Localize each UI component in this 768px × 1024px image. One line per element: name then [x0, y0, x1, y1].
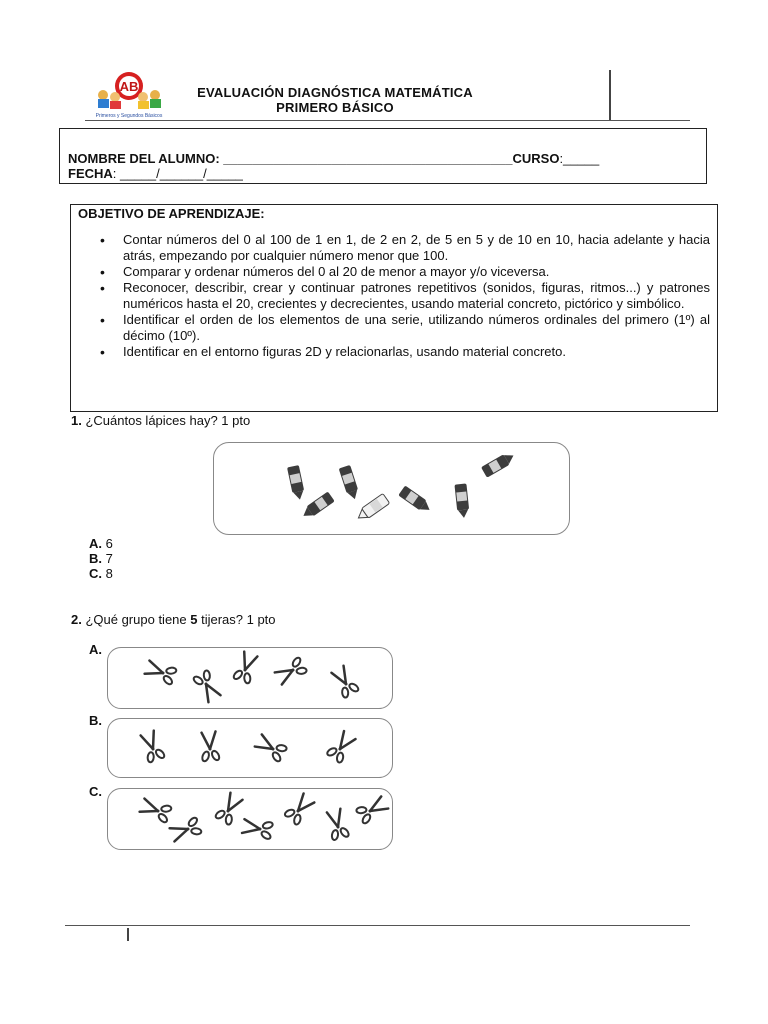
pencils-box	[213, 442, 570, 535]
logo-text: AB	[119, 79, 139, 94]
option-letter: B.	[89, 551, 102, 566]
crayon-icon	[398, 485, 433, 514]
objective-item: • Identificar en el entorno figuras 2D y relacionarlas, usando material concreto.	[96, 344, 710, 360]
crayon-icon	[481, 450, 516, 477]
scissors-icon	[324, 808, 351, 842]
scissors-icon	[325, 729, 358, 765]
question-1-text: ¿Cuántos lápices hay? 1 pto	[81, 413, 251, 428]
curso-label: CURSO	[512, 151, 560, 166]
question-1	[71, 413, 250, 428]
objective-item: • Identificar el orden de los elementos de una serie, utilizando números ordinales del primero (1º) al décimo (10º).	[96, 312, 710, 344]
question-2	[71, 612, 276, 627]
crayon-icon	[287, 465, 306, 501]
q2-option-b-label[interactable]: B.	[89, 713, 102, 728]
crayon-icon	[454, 483, 469, 518]
q1-option-c[interactable]	[89, 566, 113, 581]
curso-field[interactable]: :_____	[559, 151, 600, 166]
scissors-icon	[242, 816, 275, 841]
scissors-icon	[282, 792, 316, 827]
objective-item: • Comparar y ordenar números del 0 al 20 de menor a mayor y/o viceversa.	[96, 264, 710, 280]
objective-item: • Contar números del 0 al 100 de 1 en 1, de 2 en 2, de 5 en 5 y de 10 en 10, hacia adelante y hacia atrás, empezando por cualquier número menor que 100.	[96, 232, 710, 264]
student-name-line	[68, 151, 599, 166]
q2-option-c-label[interactable]: C.	[89, 784, 102, 799]
q2-option-a-label[interactable]: A.	[89, 642, 102, 657]
q1-option-a[interactable]	[89, 536, 113, 551]
scissors-icon	[191, 668, 223, 704]
scissors-icon	[231, 651, 260, 686]
scissors-icon	[199, 731, 221, 762]
fecha-field[interactable]: : _____/______/_____	[112, 166, 243, 181]
crayon-icon	[355, 493, 390, 522]
footer-marker	[127, 928, 129, 941]
question-2-emphasis: 5	[190, 612, 198, 627]
q2-group-c[interactable]	[107, 788, 393, 850]
header-rule	[85, 120, 690, 121]
question-2-text-end: tijeras? 1 pto	[197, 612, 276, 627]
q2-group-b[interactable]	[107, 718, 393, 778]
name-label: NOMBRE DEL ALUMNO:	[68, 151, 224, 166]
scissors-icon	[144, 658, 179, 687]
crayon-icon	[300, 491, 335, 520]
page-title: EVALUACIÓN DIAGNÓSTICA MATEMÁTICA	[197, 85, 473, 100]
scissors-icon	[253, 732, 289, 764]
scissors-icon	[329, 664, 361, 700]
scissors-icon	[354, 794, 390, 826]
objective-item: • Reconocer, describir, crear y continuar patrones repetitivos (sonidos, figuras, ritmos...) y patrones numéricos hasta el 20, crecientes y decrecientes, usando material concreto, pictórico y simbólico.	[96, 280, 710, 312]
objective-title: OBJETIVO DE APRENDIZAJE:	[78, 206, 265, 221]
date-line	[68, 166, 243, 181]
fecha-label: FECHA	[68, 166, 113, 181]
crayon-icon	[339, 465, 361, 501]
page-subtitle: PRIMERO BÁSICO	[276, 100, 394, 115]
q1-option-b[interactable]	[89, 551, 113, 566]
question-2-text: ¿Qué grupo tiene	[81, 612, 191, 627]
q2-group-a[interactable]	[107, 647, 393, 709]
scissors-icon	[138, 730, 167, 765]
option-letter: C.	[89, 566, 102, 581]
name-field[interactable]: ________________________________________	[223, 151, 513, 166]
option-letter: A.	[89, 536, 102, 551]
scissors-icon	[273, 655, 309, 687]
header-divider	[609, 70, 611, 120]
option-value: 7	[102, 551, 113, 566]
scissors-icon	[139, 796, 174, 825]
objective-list	[96, 232, 710, 360]
scissors-icon	[169, 815, 204, 844]
footer-rule	[65, 925, 690, 926]
option-value: 6	[102, 536, 113, 551]
question-2-number: 2.	[71, 612, 82, 627]
logo-caption: Primeros y Segundos Básicos	[95, 113, 163, 119]
question-1-number: 1.	[71, 413, 82, 428]
option-value: 8	[102, 566, 113, 581]
scissors-icon	[213, 791, 245, 827]
